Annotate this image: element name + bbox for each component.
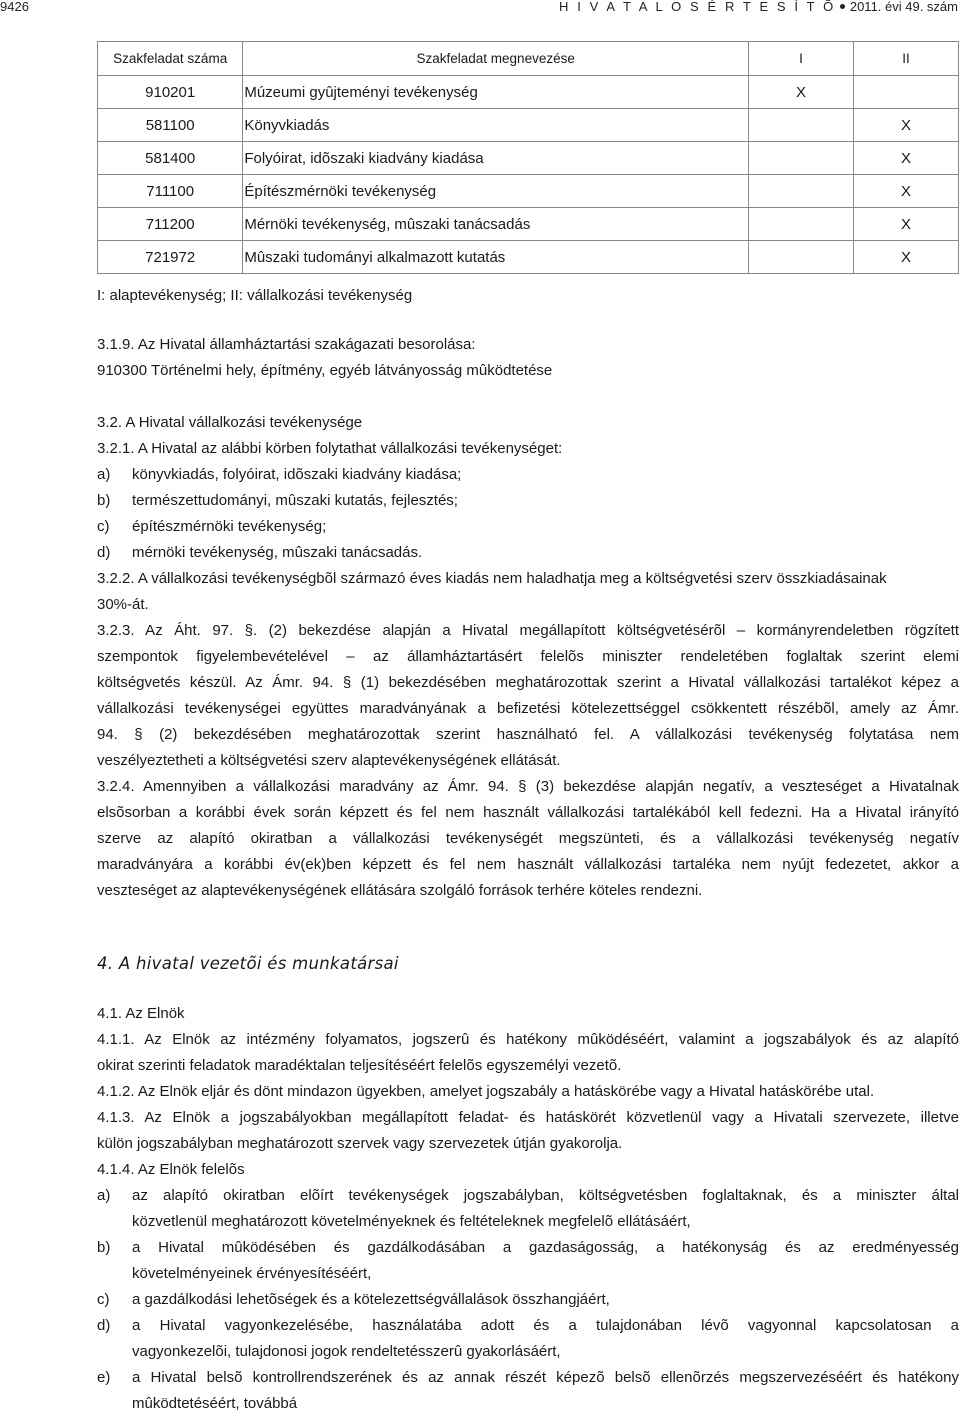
list-item bbox=[97, 1183, 959, 1235]
paragraph-line: 910300 Történelmi hely, építmény, egyéb látványosság mûködtetése bbox=[97, 362, 553, 379]
task-code: 910201 bbox=[98, 76, 243, 109]
mark-ii: X bbox=[854, 142, 959, 175]
column-header: Szakfeladat száma bbox=[98, 42, 243, 76]
table-row bbox=[98, 76, 959, 109]
section-3-2 bbox=[97, 410, 959, 904]
list-label: b) bbox=[97, 492, 111, 509]
list-label: c) bbox=[97, 1291, 110, 1308]
mark-ii: X bbox=[854, 208, 959, 241]
list-label: e) bbox=[97, 1369, 111, 1386]
paragraph-line: költségvetés készül. Az Ámr. 94. § (1) bekezdésében meghatározottak szerint a Hivatal vállalkozási tartalékot képez a bbox=[97, 674, 959, 691]
list-item bbox=[97, 1365, 959, 1417]
page-header bbox=[0, 0, 960, 18]
task-code: 581100 bbox=[98, 109, 243, 142]
list-line: mûködtetéséért, továbbá bbox=[132, 1395, 298, 1412]
paragraph-line: okirat szerinti feladatok maradéktalan teljesítéséért felelõs egyszemélyi vezetõ. bbox=[97, 1057, 622, 1074]
paragraph-line: szempontok figyelembevételével – az államháztartásért felelõs miniszter rendeletében foglaltak szerint elemi bbox=[97, 648, 959, 665]
list-line: az alapító okiratban elõírt tevékenységek jogszabályban, költségvetésben foglaltaknak, és a miniszter által bbox=[132, 1187, 959, 1204]
mark-i bbox=[749, 175, 854, 208]
list-label: c) bbox=[97, 518, 110, 535]
list-text bbox=[132, 1287, 959, 1313]
section-title: 3.1.9. Az Hivatal államháztartási szakágazati besorolása: bbox=[97, 336, 476, 353]
task-table bbox=[97, 41, 959, 274]
mark-ii: X bbox=[854, 109, 959, 142]
mark-ii: X bbox=[854, 241, 959, 274]
table-row bbox=[98, 175, 959, 208]
task-name: Mérnöki tevékenység, mûszaki tanácsadás bbox=[243, 208, 749, 241]
list-text: könyvkiadás, folyóirat, idõszaki kiadvány kiadása; bbox=[132, 466, 462, 483]
legend-text: I: alaptevékenység; II: vállalkozási tevékenység bbox=[97, 287, 413, 304]
list-line: a gazdálkodási lehetõségek és a kötelezettségvállalások összhangjáért, bbox=[132, 1291, 610, 1308]
list-label: a) bbox=[97, 466, 111, 483]
list-text bbox=[132, 1313, 959, 1365]
mark-i bbox=[749, 241, 854, 274]
paragraph-line: 3.2.1. A Hivatal az alábbi körben folytathat vállalkozási tevékenységet: bbox=[97, 440, 563, 457]
mark-ii bbox=[854, 76, 959, 109]
list-item bbox=[97, 462, 959, 488]
table-legend bbox=[97, 283, 959, 309]
section-4-heading bbox=[97, 951, 959, 977]
column-header: I bbox=[749, 42, 854, 76]
list-line: a Hivatal mûködésében és gazdálkodásában a gazdaságosság, a hatékonyság és az eredményesség bbox=[132, 1239, 959, 1256]
list-text bbox=[132, 1365, 959, 1417]
task-code: 711200 bbox=[98, 208, 243, 241]
task-name: Építészmérnöki tevékenység bbox=[243, 175, 749, 208]
journal-title bbox=[559, 0, 958, 14]
list-text: természettudományi, mûszaki kutatás, fejlesztés; bbox=[132, 492, 458, 509]
paragraph-line: 4.1.1. Az Elnök az intézmény folyamatos, jogszerû és hatékony mûködéséért, valamint a jogszabályok és az alapító bbox=[97, 1031, 959, 1048]
paragraph-line: 4.1.4. Az Elnök felelõs bbox=[97, 1161, 245, 1178]
table-row bbox=[98, 142, 959, 175]
page-number: 9426 bbox=[0, 0, 29, 14]
task-name: Folyóirat, idõszaki kiadvány kiadása bbox=[243, 142, 749, 175]
paragraph-line: külön jogszabályban meghatározott szervek vagy szervezetek útján gyakorolja. bbox=[97, 1135, 623, 1152]
mark-ii: X bbox=[854, 175, 959, 208]
list-label: b) bbox=[97, 1239, 111, 1256]
list-item bbox=[97, 540, 959, 566]
table-row bbox=[98, 241, 959, 274]
column-header: Szakfeladat megnevezése bbox=[243, 42, 749, 76]
paragraph-line: 3.2.4. Amennyiben a vállalkozási maradvány az Ámr. 94. § (3) bekezdése alapján negatív, a veszteséget a Hivatalnak bbox=[97, 778, 959, 795]
task-name: Múzeumi gyûjteményi tevékenység bbox=[243, 76, 749, 109]
list-line: vagyonkezelõi, tulajdonosi jogok rendeltetésszerû gyakorlásáért, bbox=[132, 1343, 561, 1360]
column-header: II bbox=[854, 42, 959, 76]
section-4-1 bbox=[97, 1001, 959, 1417]
chapter-heading: 4. A hivatal vezetõi és munkatársai bbox=[97, 954, 399, 973]
mark-i bbox=[749, 208, 854, 241]
mark-i: X bbox=[749, 76, 854, 109]
task-name: Mûszaki tudományi alkalmazott kutatás bbox=[243, 241, 749, 274]
list-line: a Hivatal belsõ kontrollrendszerének és az annak részét képezõ belsõ ellenõrzés megszervezéséért és hatékony bbox=[132, 1369, 959, 1386]
task-name: Könyvkiadás bbox=[243, 109, 749, 142]
list-item bbox=[97, 514, 959, 540]
journal-name: H I V A T A L O S É R T E S Í T Õ bbox=[559, 0, 836, 14]
mark-i bbox=[749, 142, 854, 175]
list-line: a Hivatal vagyonkezelésébe, használatába adott és a tulajdonában lévõ vagyonnal kapcsolatosan a bbox=[132, 1317, 959, 1334]
paragraph-line: maradványára a korábbi év(ek)ben képzett és fel nem használt vállalkozási tartaléka nem nyújt fedezetet, akkor a bbox=[97, 856, 959, 873]
list-text: építészmérnöki tevékenység; bbox=[132, 518, 327, 535]
list-item bbox=[97, 1235, 959, 1287]
bullet-icon bbox=[840, 4, 845, 9]
paragraph-line: szerve az alapító okiratban a vállalkozási tevékenységét megszünteti, és a vállalkozási tevékenység negatív bbox=[97, 830, 959, 847]
issue-number: 2011. évi 49. szám bbox=[849, 0, 958, 14]
list-item bbox=[97, 1313, 959, 1365]
section-title: 3.2. A Hivatal vállalkozási tevékenysége bbox=[97, 414, 363, 431]
task-code: 711100 bbox=[98, 175, 243, 208]
task-code: 581400 bbox=[98, 142, 243, 175]
paragraph-line: 3.2.3. Az Áht. 97. §. (2) bekezdése alapján a Hivatal megállapított költségvetésérõl – kormányrendeletben rögzített bbox=[97, 622, 959, 639]
paragraph-line: 4.1.3. Az Elnök a jogszabályokban megállapított feladat- és hatáskörét közvetlenül vagy a Hivatali szervezete, illetve bbox=[97, 1109, 959, 1126]
paragraph-line: veszteséget az alaptevékenységének ellátására szolgáló források terhére köteles rendezni. bbox=[97, 882, 703, 899]
table-header-row bbox=[98, 42, 959, 76]
task-code: 721972 bbox=[98, 241, 243, 274]
list-text bbox=[132, 1235, 959, 1287]
paragraph-line: elsõsorban a korábbi évek során képzett és fel nem használt vállalkozási tartalékából kell fedezni. Ha a Hivatal irányító bbox=[97, 804, 959, 821]
list-line: közvetlenül meghatározott követelményeknek és feltételeknek megfelelõ ellátásáért, bbox=[132, 1213, 691, 1230]
paragraph-line: 4.1.2. Az Elnök eljár és dönt mindazon ügyekben, amelyet jogszabály a hatáskörébe vagy a Hivatal hatáskörébe utal. bbox=[97, 1083, 875, 1100]
section-title: 4.1. Az Elnök bbox=[97, 1005, 185, 1022]
list-item bbox=[97, 1287, 959, 1313]
list-item bbox=[97, 488, 959, 514]
paragraph-line: vállalkozási tevékenységei együttes maradványának a befizetési kötelezettséggel csökkentett részébõl, amely az Ámr. bbox=[97, 700, 959, 717]
paragraph-line: 3.2.2. A vállalkozási tevékenységbõl származó éves kiadás nem haladhatja meg a költségvetési szerv összkiadásainak bbox=[97, 570, 887, 587]
paragraph-line: 30%-át. bbox=[97, 596, 149, 613]
list-label: a) bbox=[97, 1187, 111, 1204]
mark-i bbox=[749, 109, 854, 142]
list-line: követelményeinek érvényesítéséért, bbox=[132, 1265, 372, 1282]
table-row bbox=[98, 109, 959, 142]
list-label: d) bbox=[97, 1317, 111, 1334]
paragraph-line: 94. § (2) bekezdésében meghatározottak szerint használható fel. A vállalkozási tevékenység folytatása nem bbox=[97, 726, 959, 743]
section-3-1-9 bbox=[97, 332, 959, 384]
list-label: d) bbox=[97, 544, 111, 561]
paragraph-line: veszélyeztetheti a költségvetési szerv alaptevékenységének ellátását. bbox=[97, 752, 561, 769]
list-text bbox=[132, 1183, 959, 1235]
list-text: mérnöki tevékenység, mûszaki tanácsadás. bbox=[132, 544, 423, 561]
table-row bbox=[98, 208, 959, 241]
